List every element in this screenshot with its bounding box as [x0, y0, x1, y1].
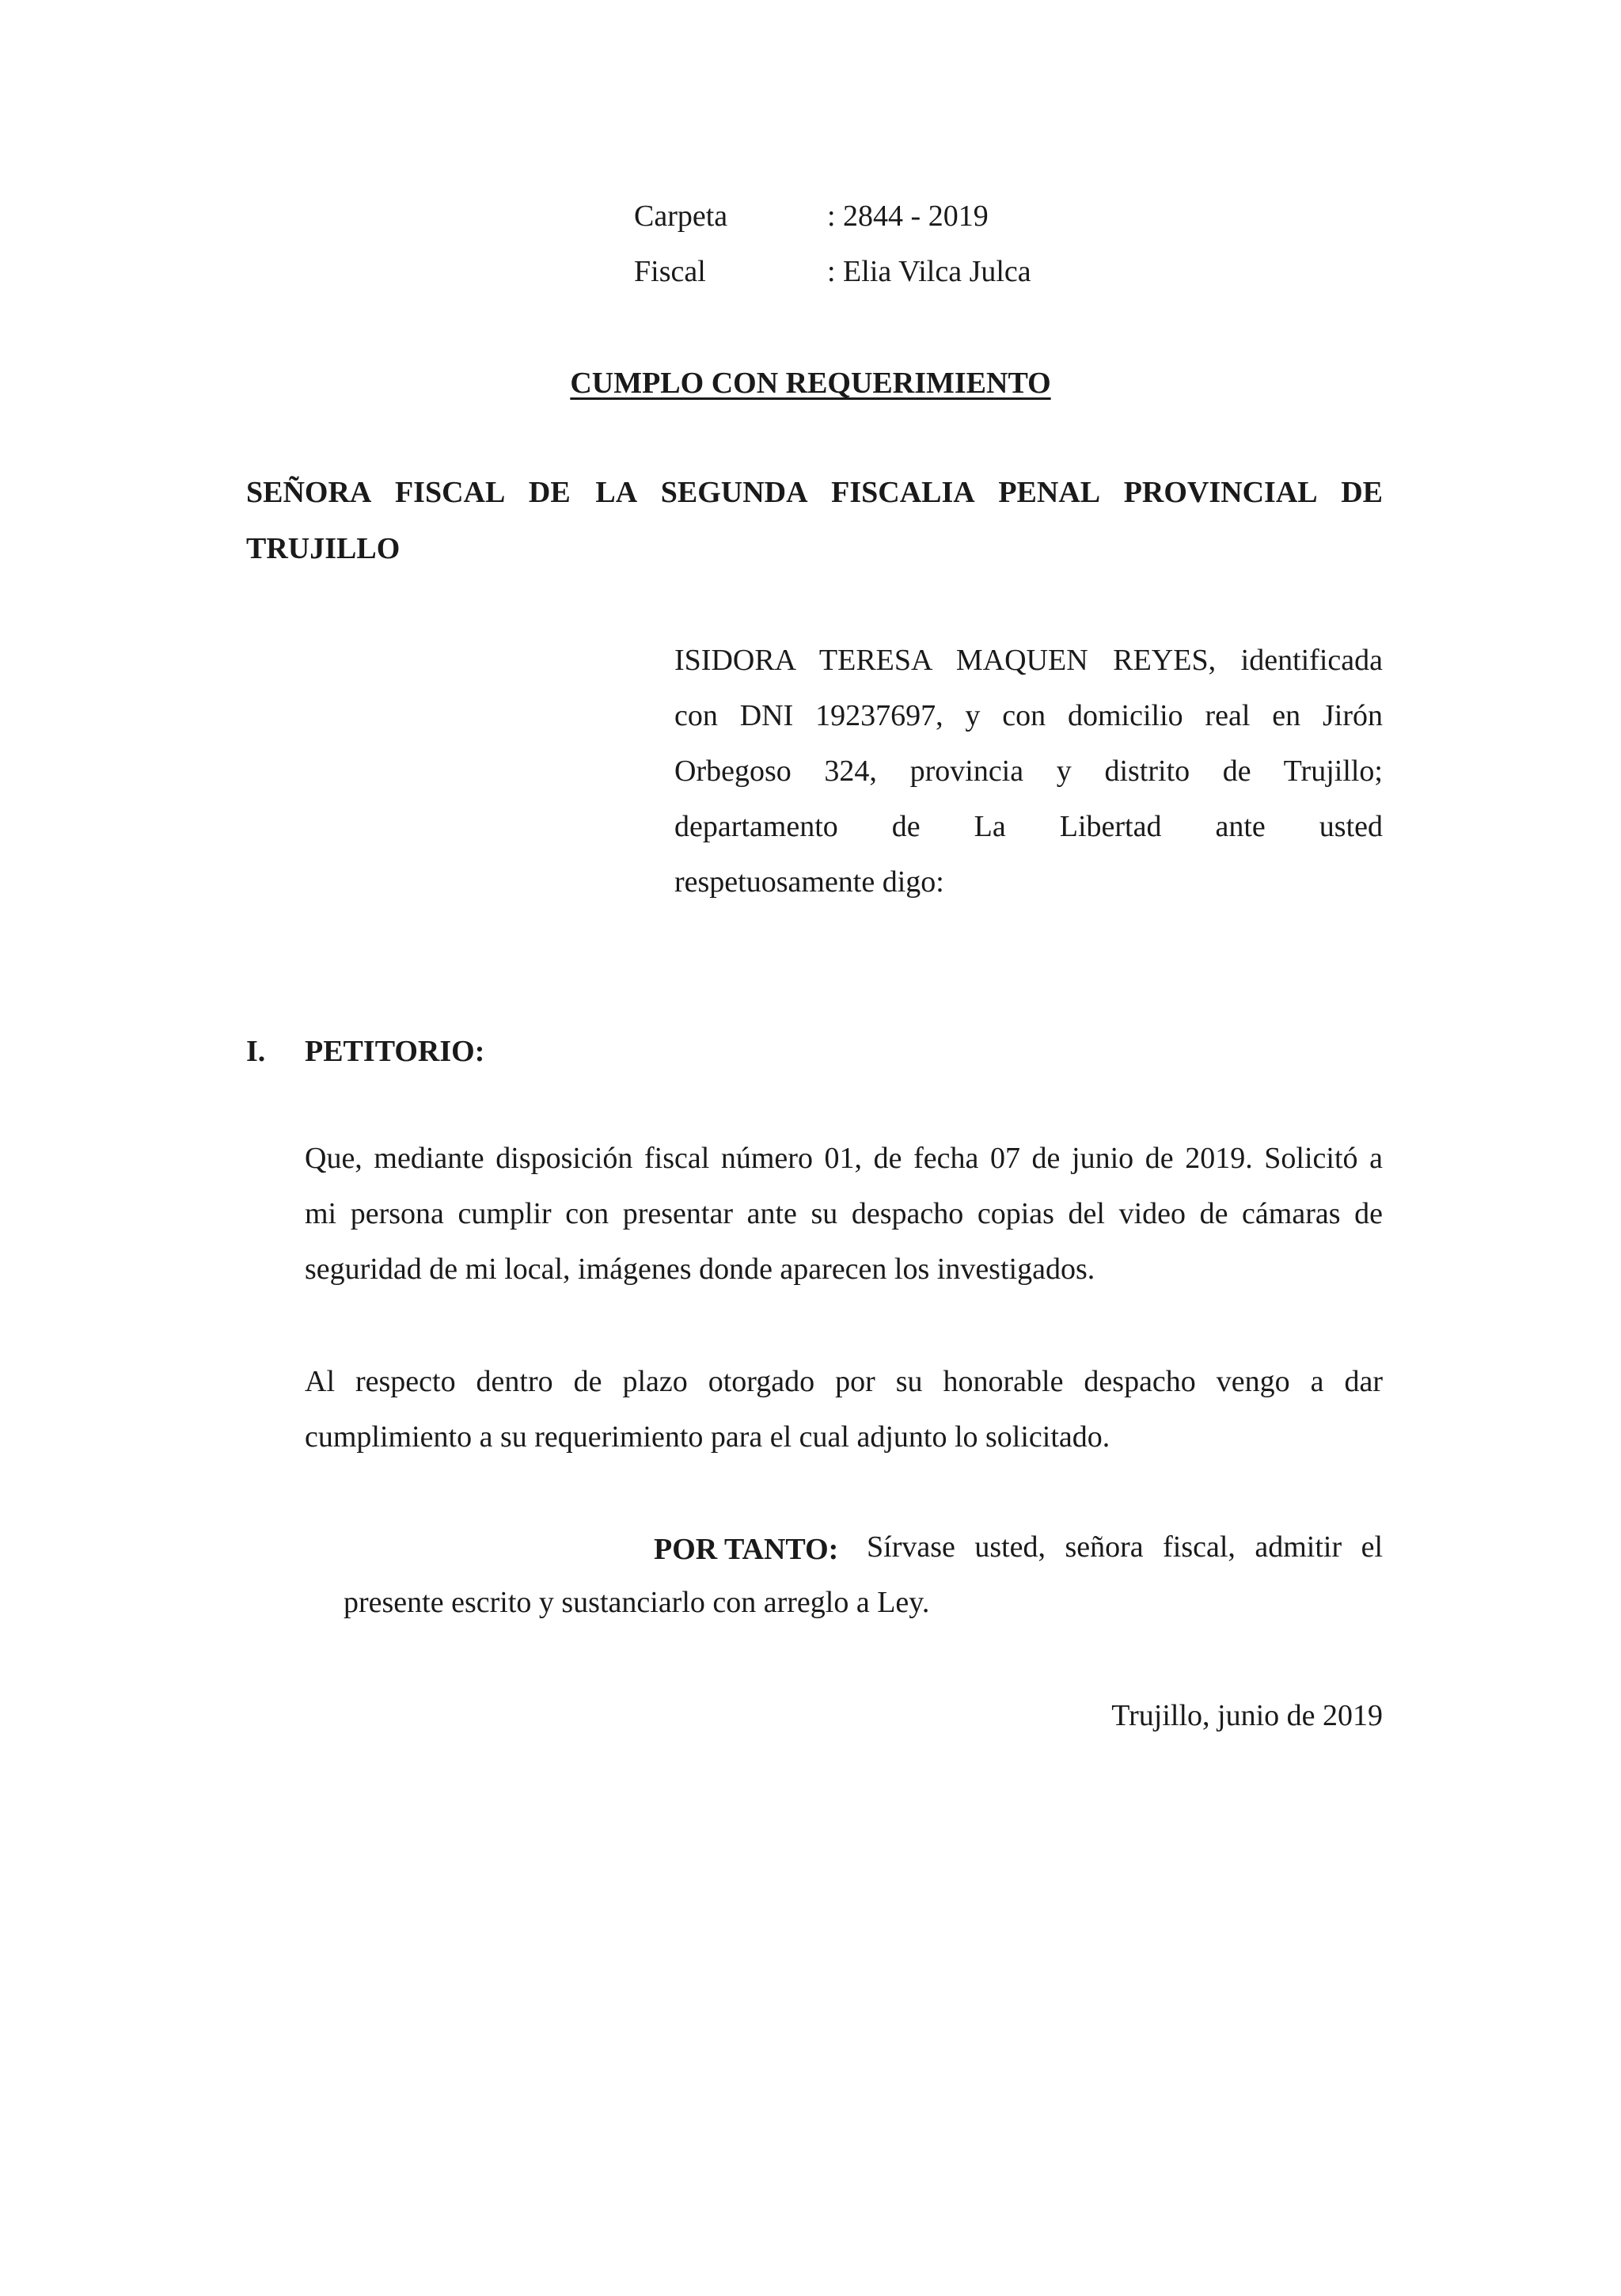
closing-label: POR TANTO: — [654, 1533, 839, 1566]
intro-line: ISIDORA TERESA MAQUEN REYES, identificada — [674, 644, 1383, 677]
carpeta-value: : 2844 - 2019 — [827, 200, 989, 233]
carpeta-label: Carpeta — [634, 200, 728, 233]
paragraph-1-line: Que, mediante disposición fiscal número 01, de fecha 07 de junio de 2019. Solicitó a — [305, 1142, 1383, 1175]
intro-line: con DNI 19237697, y con domicilio real en Jirón — [674, 699, 1383, 732]
paragraph-1-line: mi persona cumplir con presentar ante su despacho copias del video de cámaras de — [305, 1197, 1383, 1230]
section-number: I. — [246, 1035, 266, 1068]
intro-line: respetuosamente digo: — [674, 865, 944, 899]
closing-line-2: presente escrito y sustanciarlo con arreglo a Ley. — [344, 1586, 930, 1619]
document-title: CUMPLO CON REQUERIMIENTO — [570, 367, 1051, 400]
section-heading: PETITORIO: — [305, 1035, 485, 1068]
fiscal-label: Fiscal — [634, 255, 706, 288]
addressee-line-2: TRUJILLO — [246, 532, 401, 565]
addressee-line-1: SEÑORA FISCAL DE LA SEGUNDA FISCALIA PENAL PROVINCIAL DE — [246, 476, 1383, 509]
intro-line: departamento de La Libertad ante usted — [674, 810, 1383, 843]
intro-line: Orbegoso 324, provincia y distrito de Trujillo; — [674, 755, 1383, 788]
paragraph-2-line: Al respecto dentro de plazo otorgado por su honorable despacho vengo a dar — [305, 1365, 1383, 1398]
fiscal-value: : Elia Vilca Julca — [827, 255, 1031, 288]
place-date: Trujillo, junio de 2019 — [1111, 1699, 1383, 1732]
paragraph-1-line: seguridad de mi local, imágenes donde aparecen los investigados. — [305, 1253, 1095, 1286]
paragraph-2-line: cumplimiento a su requerimiento para el cual adjunto lo solicitado. — [305, 1420, 1110, 1454]
closing-line-1: Sírvase usted, señora fiscal, admitir el — [867, 1530, 1383, 1564]
